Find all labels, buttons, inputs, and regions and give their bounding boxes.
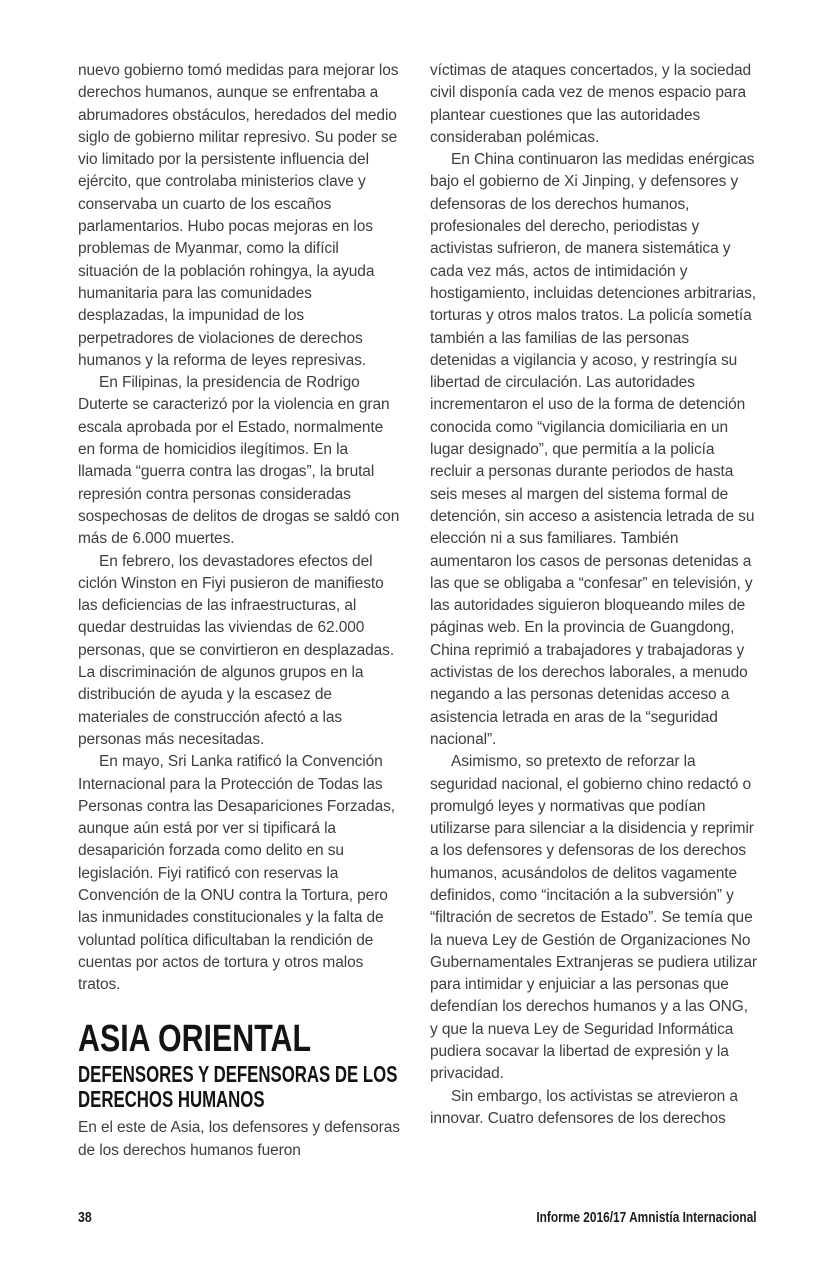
section-subheading: [78, 1062, 401, 1112]
section-heading-block: [78, 1018, 401, 1162]
body-paragraph: Sin embargo, los activistas se atrevieron a innovar. Cuatro defensores de los derechos: [430, 1087, 738, 1127]
body-paragraph: En Filipinas, la presidencia de Rodrigo Duterte se caracterizó por la violencia en gran escala aprobada por el Estado, normalmente en forma de homicidios ilegítimos. En la llamada “guerra contra las drogas”, la brutal represión contra personas consideradas sospechosas de delitos de drogas se saldó con más de 6.000 muertes.: [78, 374, 400, 548]
body-paragraph: En febrero, los devastadores efectos del ciclón Winston en Fiyi pusieron de manifiesto las deficiencias de las infraestructuras, al quedar destruidas las viviendas de 62.000 personas, que se convirtieron en desplazadas. La discriminación de algunos grupos en la distribución de ayuda y la escasez de materiales de construcción afectó a las personas más necesitadas.: [78, 552, 395, 748]
body-paragraph: víctimas de ataques concertados, y la sociedad civil disponía cada vez de menos espacio para plantear cuestiones que las autoridades consideraban polémicas.: [430, 62, 752, 146]
page-number: 38: [78, 1210, 92, 1226]
page-footer: [78, 1210, 757, 1226]
right-column: [430, 60, 758, 1162]
section-heading: [78, 1018, 401, 1060]
section-heading-text: ASIA ORIENTAL: [78, 1018, 312, 1061]
body-paragraph: nuevo gobierno tomó medidas para mejorar los derechos humanos, aunque se enfrentaba a abrumadores obstáculos, heredados del medio siglo de gobierno militar represivo. Su poder se vio limitado por la persistente influencia del ejército, que controlaba ministerios clave y conservaba un cuarto de los escaños parlamentarios. Hubo pocas mejoras en los problemas de Myanmar, como la difícil situación de la población rohingya, la ayuda humanitaria para las comunidades desplazadas, la impunidad de los perpetradores de violaciones de derechos humanos y la reforma de leyes represivas.: [78, 62, 399, 369]
body-paragraph: En mayo, Sri Lanka ratificó la Convención Internacional para la Protección de Todas las Personas contra las Desapariciones Forzadas, aunque aún está por ver si tipificará la desaparición forzada como delito en su legislación. Fiyi ratificó con reservas la Convención de la ONU contra la Tortura, pero las inmunidades constitucionales y la falta de voluntad política dificultaban la rendición de cuentas por actos de tortura y otros malos tratos.: [78, 753, 395, 994]
footer-report-title: Informe 2016/17 Amnistía Internacional: [536, 1210, 757, 1226]
section-subheading-text: DEFENSORES Y DEFENSORAS DE LOS DERECHOS HUMANOS: [78, 1061, 398, 1113]
left-column: [78, 60, 401, 1162]
body-paragraph: Asimismo, so pretexto de reforzar la seguridad nacional, el gobierno chino redactó o promulgó leyes y normativas que podían utilizarse para silenciar a la disidencia y reprimir a los defensores y defensoras de los derechos humanos, acusándolos de delitos vagamente definidos, como “incitación a la subversión” y “filtración de secretos de Estado”. Se temía que la nueva Ley de Gestión de Organizaciones No Gubernamentales Extranjeras se pudiera utilizar para intimidar y enjuiciar a las personas que defendían los derechos humanos y a las ONG, y que la nueva Ley de Seguridad Informática pudiera socavar la libertad de expresión y la privacidad.: [430, 753, 757, 1083]
body-paragraph: En China continuaron las medidas enérgicas bajo el gobierno de Xi Jinping, y defensores y defensoras de los derechos humanos, profesionales del derecho, periodistas y activistas sufrieron, de manera sistemática y cada vez más, actos de intimidación y hostigamiento, incluidas detenciones arbitrarias, torturas y otros malos tratos. La policía sometía también a las familias de las personas detenidas a vigilancia y acoso, y restringía su libertad de circulación. Las autoridades incrementaron el uso de la forma de detención conocida como “vigilancia domiciliaria en un lugar designado”, que permitía a la policía recluir a personas durante periodos de hasta seis meses al margen del sistema formal de detención, sin acceso a asistencia letrada de su elección ni a sus familiares. También aumentaron los casos de personas detenidas a las que se obligaba a “confesar” en televisión, y las autoridades siguieron bloqueando miles de páginas web. En la provincia de Guangdong, China reprimió a trabajadores y trabajadoras y activistas de los derechos laborales, a menudo negando a las personas detenidas acceso a asistencia letrada en aras de la “seguridad nacional”.: [430, 151, 756, 748]
text-columns: [78, 60, 758, 1162]
body-paragraph: En el este de Asia, los defensores y defensoras de los derechos humanos fueron: [78, 1119, 400, 1159]
